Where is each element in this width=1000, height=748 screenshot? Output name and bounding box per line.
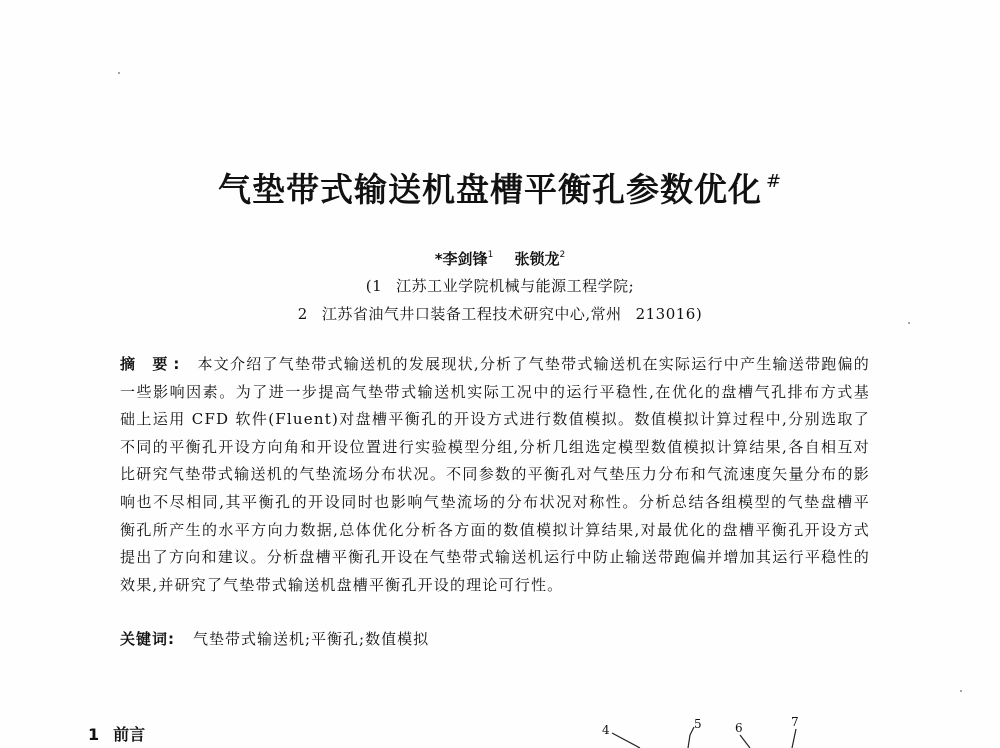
author-2 (515, 250, 566, 268)
scan-speck (960, 690, 962, 692)
abstract-label: 摘 要: (120, 355, 186, 373)
figure-label-6: 6 (735, 721, 743, 735)
postal-code: 213016) (635, 305, 703, 323)
abstract-text: 本文介绍了气垫带式输送机的发展现状,分析了气垫带式输送机在实际运行中产生输送带跑偏的一些影响因素。为了进一步提高气垫带式输送机实际工况中的运行平稳性,在优化的盘槽气孔排布方式基础上运用 CFD 软件(Fluent)对盘槽平衡孔的开设方式进行数值模拟。数值模拟计算过程中,分别选取了不同的平衡孔开设方向角和开设位置进行实验模型分组,分析几组选定模型数值模拟计算结果,各自相互对比研究气垫带式输送机的气垫流场分布状况。不同参数的平衡孔对气垫压力分布和气流速度矢量分布的影响也不尽相同,其平衡孔的开设同时也影响气垫流场的分布状况对称性。分析总结各组模型的气垫盘槽平衡孔所产生的水平方向力数据,总体优化分析各方面的数值模拟计算结果,对最优化的盘槽平衡孔开设方式提出了方向和建议。分析盘槽平衡孔开设在气垫带式输送机运行中防止输送带跑偏并增加其运行平稳性的效果,并研究了气垫带式输送机盘槽平衡孔开设的理论可行性。 (120, 355, 870, 594)
figure-label-7: 7 (791, 715, 799, 729)
leader-line-7 (792, 729, 796, 748)
figure-label-4: 4 (602, 723, 610, 737)
leader-line-6 (740, 735, 750, 748)
title-text: 气垫带式输送机盘槽平衡孔参数优化 (217, 170, 762, 209)
affiliation-text: 江苏工业学院机械与能源工程学院; (396, 277, 635, 295)
author-affil-mark: 1 (487, 250, 494, 260)
author-list (0, 248, 1000, 269)
author-1 (435, 250, 494, 268)
keywords (120, 628, 870, 649)
affiliation-2 (0, 303, 1000, 324)
affiliation-number: 2 (297, 305, 308, 323)
keywords-label: 关键词: (120, 630, 175, 648)
affiliation-number: (1 (365, 277, 383, 295)
section-number: 1 (88, 725, 100, 744)
affiliation-1 (0, 275, 1000, 296)
author-affil-mark: 2 (559, 250, 566, 260)
section-title: 前言 (113, 725, 146, 744)
scan-speck (118, 72, 120, 74)
figure-fragment (590, 715, 820, 748)
author-name: *李剑锋 (434, 250, 488, 268)
keywords-text: 气垫带式输送机;平衡孔;数值模拟 (193, 630, 430, 648)
paper-title (0, 164, 1000, 211)
author-name: 张锁龙 (514, 250, 560, 268)
section-heading (88, 722, 145, 745)
leader-line-4 (612, 733, 640, 748)
scan-speck (908, 322, 910, 324)
abstract (120, 351, 870, 599)
title-footnote-mark: # (765, 171, 783, 192)
figure-label-5: 5 (694, 717, 702, 731)
figure-lines (590, 715, 820, 748)
affiliation-text: 江苏省油气井口装备工程技术研究中心,常州 (321, 305, 622, 323)
